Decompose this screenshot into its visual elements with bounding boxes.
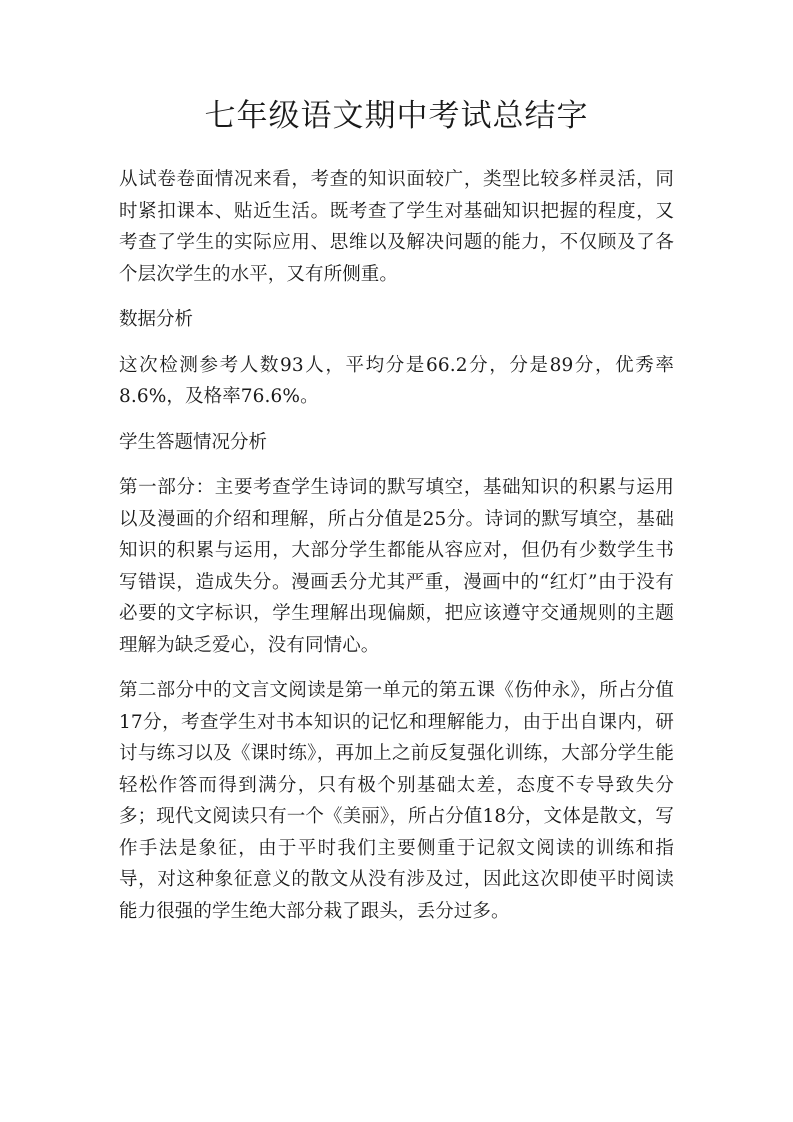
spacer bbox=[119, 413, 674, 427]
part1-paragraph: 第一部分：主要考查学生诗词的默写填空，基础知识的积累与运用以及漫画的介绍和理解，所占分值是25分。诗词的默写填空，基础知识的积累与运用，大部分学生都能从容应对，但仍有少数学生书写错误，造成失分。漫画丢分尤其严重，漫画中的“红灯”由于没有必要的文字标识，学生理解出现偏颇，把应该遵守交通规则的主题理解为缺乏爱心，没有同情心。 bbox=[119, 477, 674, 656]
data-paragraph: 这次检测参考人数93人，平均分是66.2分，分是89分，优秀率8.6%，及格率76.6%。 bbox=[119, 354, 674, 407]
document-title: 七年级语文期中考试总结字 bbox=[204, 98, 589, 134]
spacer bbox=[119, 336, 674, 350]
spacer bbox=[119, 661, 674, 675]
section-heading-data: 数据分析 bbox=[119, 309, 194, 330]
intro-paragraph: 从试卷卷面情况来看，考查的知识面较广，类型比较多样灵活，同时紧扣课本、贴近生活。既考查了学生对基础知识把握的程度，又考查了学生的实际应用、思维以及解决问题的能力，不仅顾及了各个层次学生的水平，又有所侧重。 bbox=[119, 169, 674, 285]
spacer bbox=[119, 136, 674, 164]
part2-paragraph: 第二部分中的文言文阅读是第一单元的第五课《伤仲永》，所占分值17分，考查学生对书本知识的记忆和理解能力，由于出自课内，研讨与练习以及《课时练》，再加上之前反复强化训练，大部分学生能轻松作答而得到满分，只有极个别基础太差，态度不专导致失分多；现代文阅读只有一个《美丽》，所占分值18分，文体是散文，写作手法是象征，由于平时我们主要侧重于记叙文阅读的训练和指导，对这种象征意义的散文从没有涉及过，因此这次即使平时阅读能力很强的学生绝大部分栽了跟头，丢分过多。 bbox=[119, 680, 674, 922]
spacer bbox=[119, 458, 674, 472]
spacer bbox=[119, 290, 674, 304]
section-heading-analysis: 学生答题情况分析 bbox=[119, 431, 268, 453]
